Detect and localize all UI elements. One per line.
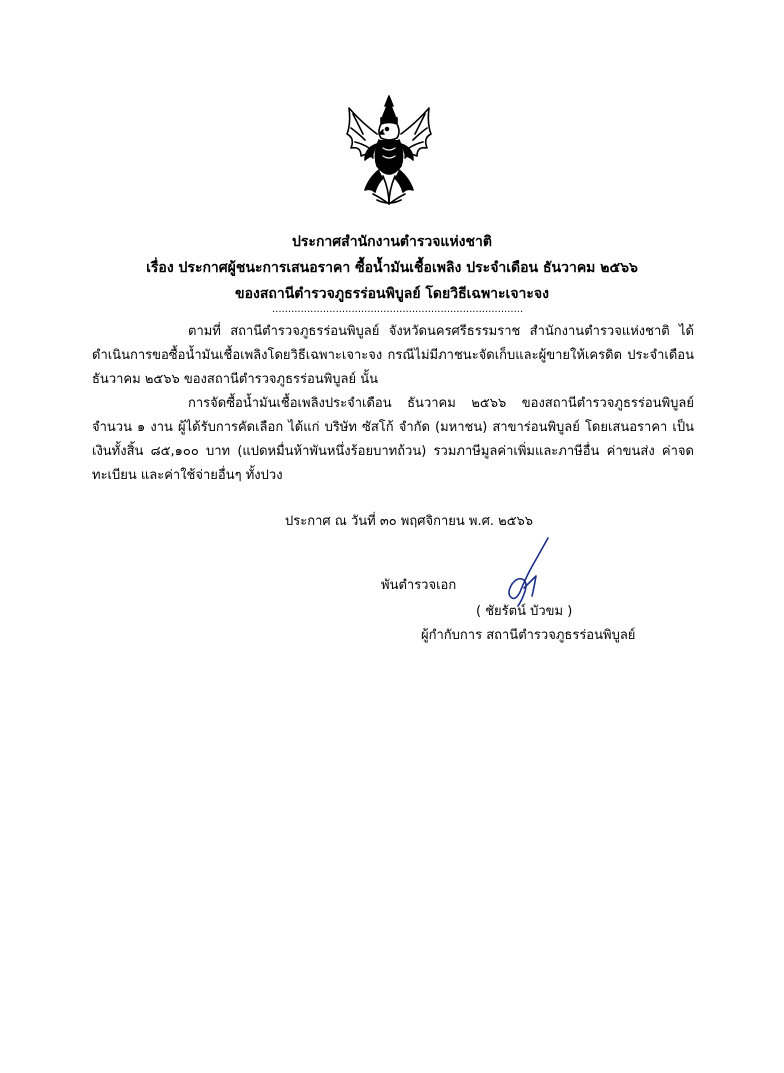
announcement-body xyxy=(92,320,694,488)
garuda-emblem-icon xyxy=(343,94,435,206)
announcement-subject: เรื่อง ประกาศผู้ชนะการเสนอราคา ซื้อน้ำมันเชื้อเพลิง ประจำเดือน ธันวาคม ๒๕๖๖ xyxy=(146,260,638,276)
announcement-date: ประกาศ ณ วันที่ ๓๐ พฤศจิกายน พ.ศ. ๒๕๖๖ xyxy=(285,514,534,529)
signer-position: ผู้กำกับการ สถานีตำรวจภูธรร่อนพิบูลย์ xyxy=(421,628,636,643)
handwritten-signature-icon xyxy=(498,536,558,608)
title-separator: ............................................................................... xyxy=(272,304,524,315)
announcement-header xyxy=(90,229,694,307)
announcement-subject-continued: ของสถานีตำรวจภูธรร่อนพิบูลย์ โดยวิธีเฉพาะเจาะจง xyxy=(235,286,549,302)
signer-rank: พันตำรวจเอก xyxy=(381,578,457,593)
signer-name: ( ชัยรัตน์ บัวขม ) xyxy=(476,604,573,619)
body-paragraph-2: การจัดซื้อน้ำมันเชื้อเพลิงประจำเดือน ธันวาคม ๒๕๖๖ ของสถานีตำรวจภูธรร่อนพิบูลย์ จำนวน ๑ งาน ผู้ได้รับการคัดเลือก ได้แก่ บริษัท ซัสโก้ จำกัด (มหาชน) สาขาร่อนพิบูลย์ โดยเสนอราคา เป็นเงินทั้งสิ้น ๘๕,๑๐๐ บาท (แปดหมื่นห้าพันหนึ่งร้อยบาทถ้วน) รวมภาษีมูลค่าเพิ่มและภาษีอื่น ค่าขนส่ง ค่าจดทะเบียน และค่าใช้จ่ายอื่นๆ ทั้งปวง xyxy=(92,396,694,483)
announcement-title: ประกาศสำนักงานตำรวจแห่งชาติ xyxy=(292,234,492,250)
body-paragraph-1: ตามที่ สถานีตำรวจภูธรร่อนพิบูลย์ จังหวัดนครศรีธรรมราช สำนักงานตำรวจแห่งชาติ ได้ดำเนินการขอซื้อน้ำมันเชื้อเพลิงโดยวิธีเฉพาะเจาะจง กรณีไม่มีภาชนะจัดเก็บและผู้ขายให้เครดิต ประจำเดือน ธันวาคม ๒๕๖๖ ของสถานีตำรวจภูธรร่อนพิบูลย์ นั้น xyxy=(92,324,694,387)
